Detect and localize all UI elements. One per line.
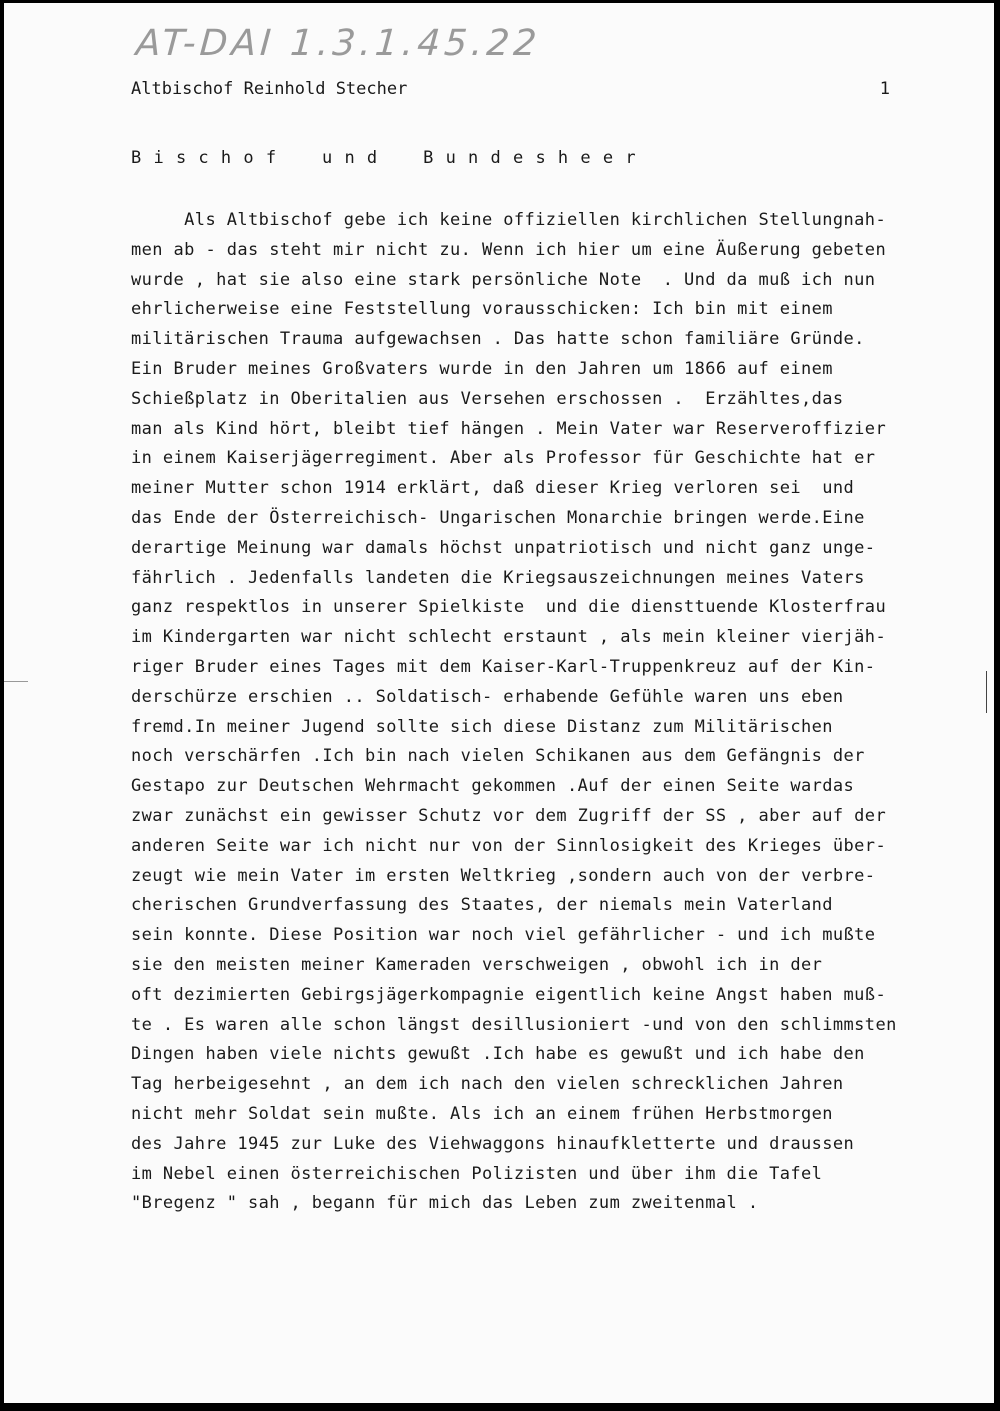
text-line: ganz respektlos in unserer Spielkiste und die diensttuende Klosterfrau [131, 597, 887, 618]
text-line: sie den meisten meiner Kameraden verschweigen , obwohl ich in der [131, 954, 823, 975]
document-body [131, 206, 981, 1219]
text-line: Dingen haben viele nichts gewußt .Ich habe es gewußt und ich habe den [131, 1044, 865, 1065]
text-line: im Kindergarten war nicht schlecht erstaunt , als mein kleiner vierjäh- [131, 627, 887, 648]
text-line: men ab - das steht mir nicht zu. Wenn ich hier um eine Äußerung gebeten [131, 239, 887, 260]
text-line: fremd.In meiner Jugend sollte sich diese Distanz zum Militärischen [131, 716, 833, 737]
scan-edge-mark [986, 671, 987, 713]
text-line: in einem Kaiserjägerregiment. Aber als Professor für Geschichte hat er [131, 448, 876, 469]
author-header: Altbischof Reinhold Stecher [131, 79, 408, 99]
text-line: "Bregenz " sah , begann für mich das Leben zum zweitenmal . [131, 1193, 759, 1214]
text-line: ehrlicherweise eine Feststellung vorausschicken: Ich bin mit einem [131, 299, 833, 320]
text-line: zeugt wie mein Vater im ersten Weltkrieg ,sondern auch von der verbre- [131, 865, 876, 886]
text-line: man als Kind hört, bleibt tief hängen . Mein Vater war Reserveroffizier [131, 418, 887, 439]
text-line: Ein Bruder meines Großvaters wurde in den Jahren um 1866 auf einem [131, 358, 833, 379]
text-line: oft dezimierten Gebirgsjägerkompagnie eigentlich keine Angst haben muß- [131, 984, 887, 1005]
text-line: anderen Seite war ich nicht nur von der Sinnlosigkeit des Krieges über- [131, 835, 887, 856]
text-line: das Ende der Österreichisch- Ungarischen Monarchie bringen werde.Eine [131, 507, 865, 528]
text-line: Schießplatz in Oberitalien aus Versehen erschossen . Erzähltes,das [131, 388, 844, 409]
text-line: derschürze erschien .. Soldatisch- erhabende Gefühle waren uns eben [131, 686, 844, 707]
document-title: B i s c h o f u n d B u n d e s h e e r [131, 148, 637, 168]
document-page [4, 3, 994, 1403]
text-line: des Jahre 1945 zur Luke des Viehwaggons hinaufkletterte und draussen [131, 1133, 855, 1154]
text-line: te . Es waren alle schon längst desillusioniert -und von den schlimmsten [131, 1014, 897, 1035]
text-line: derartige Meinung war damals höchst unpatriotisch und nicht ganz unge- [131, 537, 876, 558]
text-line: sein konnte. Diese Position war noch viel gefährlicher - und ich mußte [131, 925, 876, 946]
text-line: Als Altbischof gebe ich keine offiziellen kirchlichen Stellungnah- [131, 210, 887, 230]
page-number: 1 [879, 79, 890, 99]
text-line: fährlich . Jedenfalls landeten die Kriegsauszeichnungen meines Vaters [131, 567, 865, 588]
text-line: noch verschärfen .Ich bin nach vielen Schikanen aus dem Gefängnis der [131, 746, 865, 767]
scan-margin-mark [4, 681, 28, 682]
text-line: riger Bruder eines Tages mit dem Kaiser-Karl-Truppenkreuz auf der Kin- [131, 656, 876, 677]
text-line: wurde , hat sie also eine stark persönliche Note . Und da muß ich nun [131, 269, 876, 290]
text-line: zwar zunächst ein gewisser Schutz vor dem Zugriff der SS , aber auf der [131, 805, 887, 826]
text-line: nicht mehr Soldat sein mußte. Als ich an einem frühen Herbstmorgen [131, 1103, 833, 1124]
text-line: im Nebel einen österreichischen Polizisten und über ihm die Tafel [131, 1163, 823, 1184]
text-line: meiner Mutter schon 1914 erklärt, daß dieser Krieg verloren sei und [131, 478, 855, 499]
archive-signature: AT-DAI 1.3.1.45.22 [134, 23, 542, 64]
text-line: Tag herbeigesehnt , an dem ich nach den vielen schrecklichen Jahren [131, 1074, 844, 1095]
text-line: cherischen Grundverfassung des Staates, der niemals mein Vaterland [131, 895, 833, 916]
text-line: Gestapo zur Deutschen Wehrmacht gekommen .Auf der einen Seite wardas [131, 776, 855, 797]
text-line: militärischen Trauma aufgewachsen . Das hatte schon familiäre Gründe. [131, 329, 865, 350]
